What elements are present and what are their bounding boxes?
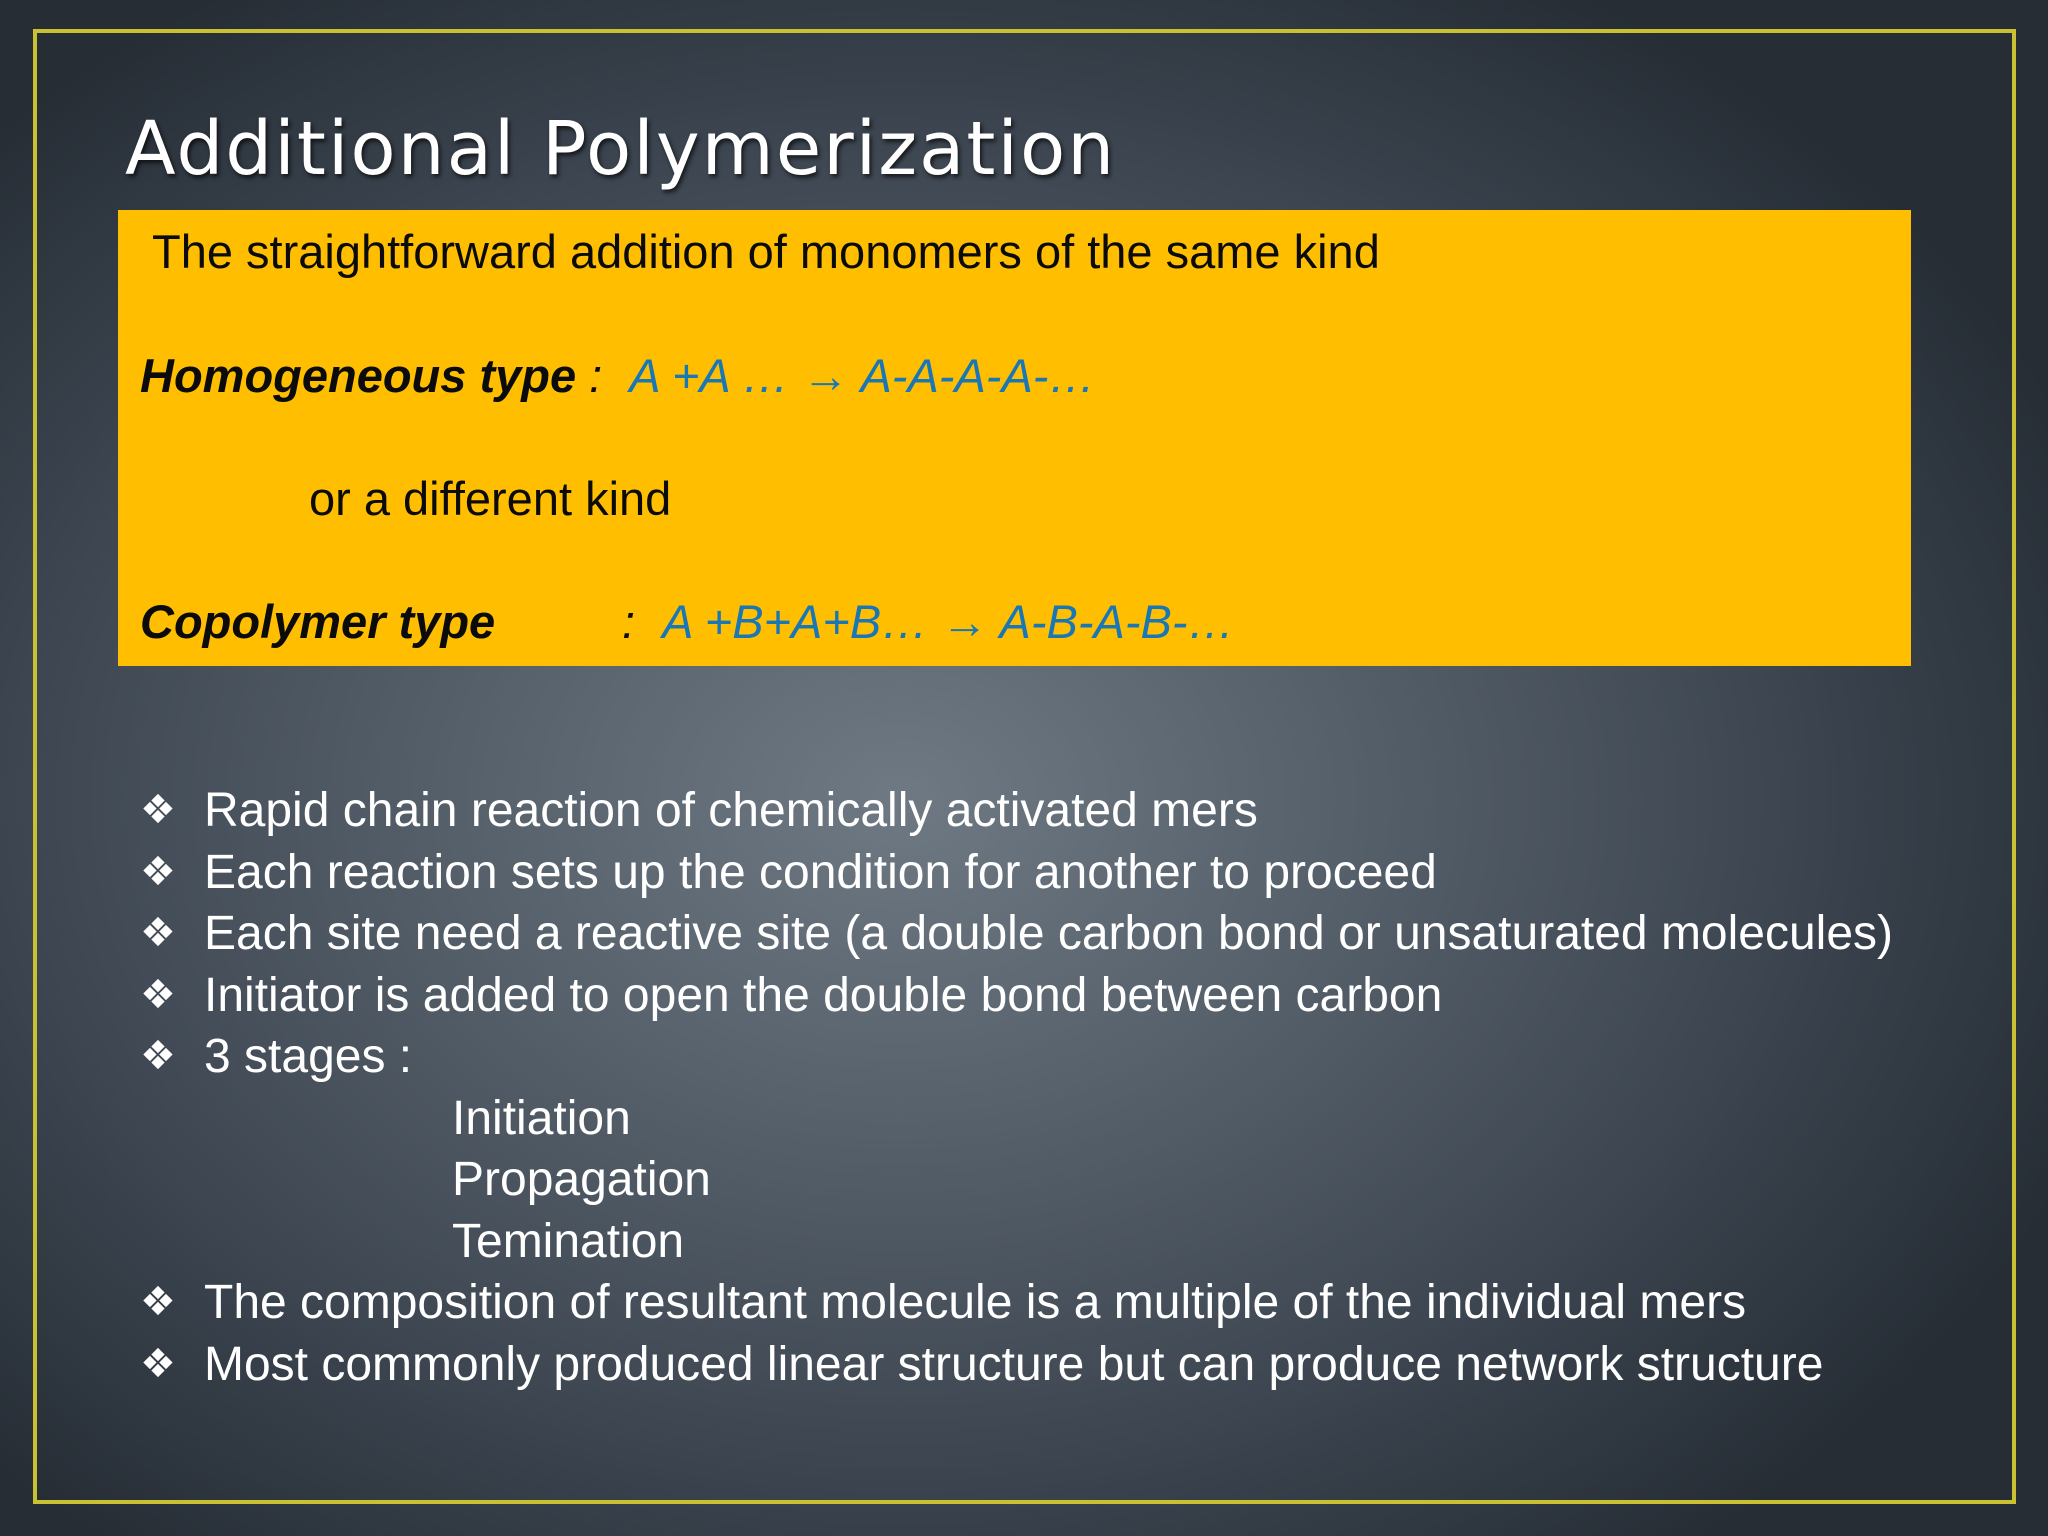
copolymer-row [140,594,1235,650]
stage-item: Propagation [452,1153,711,1206]
list-item [140,842,1900,904]
bullet-diamond-icon: ❖ [140,1033,176,1079]
list-item [140,780,1900,842]
bullet-diamond-icon: ❖ [140,1279,176,1325]
list-item [140,1272,1900,1334]
bullet-diamond-icon: ❖ [140,910,176,956]
list-item-text: Initiator is added to open the double bond between carbon [204,968,1443,1022]
bullet-list [140,780,1900,1395]
copolymer-label: Copolymer type [140,595,496,648]
list-item-text: Most commonly produced linear structure but can produce network structure [204,1337,1824,1391]
slide-title: Additional Polymerization [125,106,1117,192]
homogeneous-formula: A +A … → A-A-A-A-… [629,349,1096,402]
homogeneous-colon: : [589,349,603,402]
copolymer-formula: A +B+A+B… → A-B-A-B-… [662,595,1235,648]
list-item-text: Each site need a reactive site (a double carbon bond or unsaturated molecules) [204,907,1894,960]
bullet-diamond-icon: ❖ [140,1340,176,1387]
definition-line: The straightforward addition of monomers of the same kind [152,225,1380,278]
bullet-diamond-icon: ❖ [140,848,176,895]
list-item [140,903,1900,965]
list-item [140,965,1900,1027]
copolymer-colon: : [622,595,636,648]
stage-item: Temination [452,1214,685,1268]
list-item-text: Rapid chain reaction of chemically activated mers [204,784,1258,837]
stage-item: Initiation [452,1091,631,1145]
list-item-text: 3 stages : [204,1030,413,1083]
list-item [140,1334,1900,1396]
list-item-text: The composition of resultant molecule is a multiple of the individual mers [204,1276,1747,1329]
homogeneous-row [140,348,1095,404]
homogeneous-label: Homogeneous type [140,349,577,402]
list-item [140,1026,1900,1088]
list-item-text: Each reaction sets up the condition for another to proceed [204,845,1437,899]
bullet-diamond-icon: ❖ [140,971,176,1018]
definition-box [118,210,1911,666]
different-kind-line: or a different kind [309,472,672,525]
bullet-diamond-icon: ❖ [140,787,176,833]
